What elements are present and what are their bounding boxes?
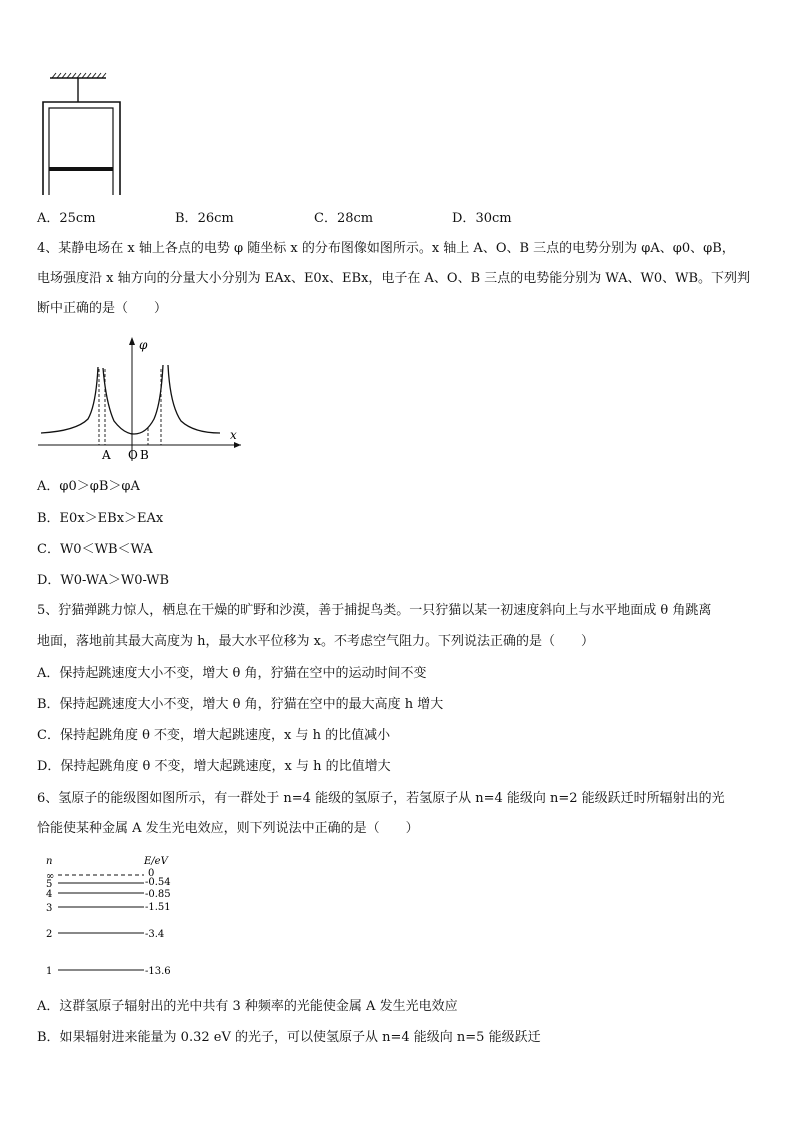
q4-option-b: B．E0x＞EBx＞EAx	[37, 511, 164, 526]
q5-option-a: A．保持起跳速度大小不变，增大 θ 角，狞猫在空中的运动时间不变	[37, 666, 427, 681]
q3-option-c: C．28cm	[314, 211, 374, 226]
level-n-2: 2	[46, 929, 53, 940]
level-e-3: -1.51	[145, 902, 171, 913]
level-n-5: 5	[46, 879, 53, 890]
n-label: n	[46, 856, 53, 867]
level-e-inf: 0	[148, 868, 155, 879]
level-n-1: 1	[46, 966, 53, 977]
potential-graph	[36, 333, 251, 465]
level-e-2: -3.4	[145, 929, 165, 940]
q5-option-d: D．保持起跳角度 θ 不变，增大起跳速度，x 与 h 的比值增大	[37, 759, 391, 774]
x-axis-label: x	[230, 428, 237, 442]
point-label-o: O	[128, 448, 138, 462]
q5-stem-line-1: 5、狞猫弹跳力惊人，栖息在干燥的旷野和沙漠，善于捕捉鸟类。一只狞猫以某一初速度斜向上与水平地面成 θ 角跳离	[37, 603, 712, 618]
q4-option-c: C．W0＜WB＜WA	[37, 542, 153, 557]
level-e-1: -13.6	[145, 966, 171, 977]
q6-option-b: B．如果辐射进来能量为 0.32 eV 的光子，可以使氢原子从 n=4 能级向 n=5 能级跃迁	[37, 1030, 541, 1045]
level-n-4: 4	[46, 889, 53, 900]
point-label-a: A	[102, 448, 111, 462]
q4-stem-line-2: 电场强度沿 x 轴方向的分量大小分别为 EAx、E0x、EBx，电子在 A、O、B 三点的电势能分别为 WA、W0、WB。下列判	[37, 271, 751, 286]
q6-option-a: A．这群氢原子辐射出的光中共有 3 种频率的光能使金属 A 发生光电效应	[37, 999, 458, 1014]
q4-stem-line-1: 4、某静电场在 x 轴上各点的电势 φ 随坐标 x 的分布图像如图所示。x 轴上 A、O、B 三点的电势分别为 φA、φ0、φB，	[37, 241, 735, 256]
q5-option-b: B．保持起跳速度大小不变，增大 θ 角，狞猫在空中的最大高度 h 增大	[37, 697, 444, 712]
q3-option-d: D．30cm	[452, 211, 512, 226]
energy-label: E/eV	[144, 856, 168, 867]
q5-stem-line-2: 地面，落地前其最大高度为 h，最大水平位移为 x。不考虑空气阻力。下列说法正确的是（ ）	[37, 634, 594, 649]
level-n-3: 3	[46, 903, 53, 914]
energy-level-diagram	[40, 852, 200, 980]
q3-option-a: A．25cm	[37, 211, 96, 226]
level-e-5: -0.54	[145, 877, 171, 888]
q4-option-d: D．W0-WA＞W0-WB	[37, 573, 170, 588]
q3-options	[37, 207, 757, 225]
point-label-b: B	[140, 448, 149, 462]
level-e-4: -0.85	[145, 889, 171, 900]
q6-stem-line-1: 6、氢原子的能级图如图所示，有一群处于 n=4 能级的氢原子，若氢原子从 n=4 能级向 n=2 能级跃迁时所辐射出的光	[37, 791, 725, 806]
y-axis-label: φ	[139, 338, 148, 352]
q3-option-b: B．26cm	[175, 211, 234, 226]
q6-stem-line-2: 恰能使某种金属 A 发生光电效应，则下列说法中正确的是（ ）	[37, 821, 419, 836]
level-n-inf: ∞	[46, 871, 55, 882]
apparatus-figure	[36, 70, 136, 200]
q4-stem-line-3: 断中正确的是（ ）	[37, 301, 168, 316]
q4-option-a: A．φ0＞φB＞φA	[37, 479, 140, 494]
q5-option-c: C．保持起跳角度 θ 不变，增大起跳速度，x 与 h 的比值减小	[37, 728, 391, 743]
